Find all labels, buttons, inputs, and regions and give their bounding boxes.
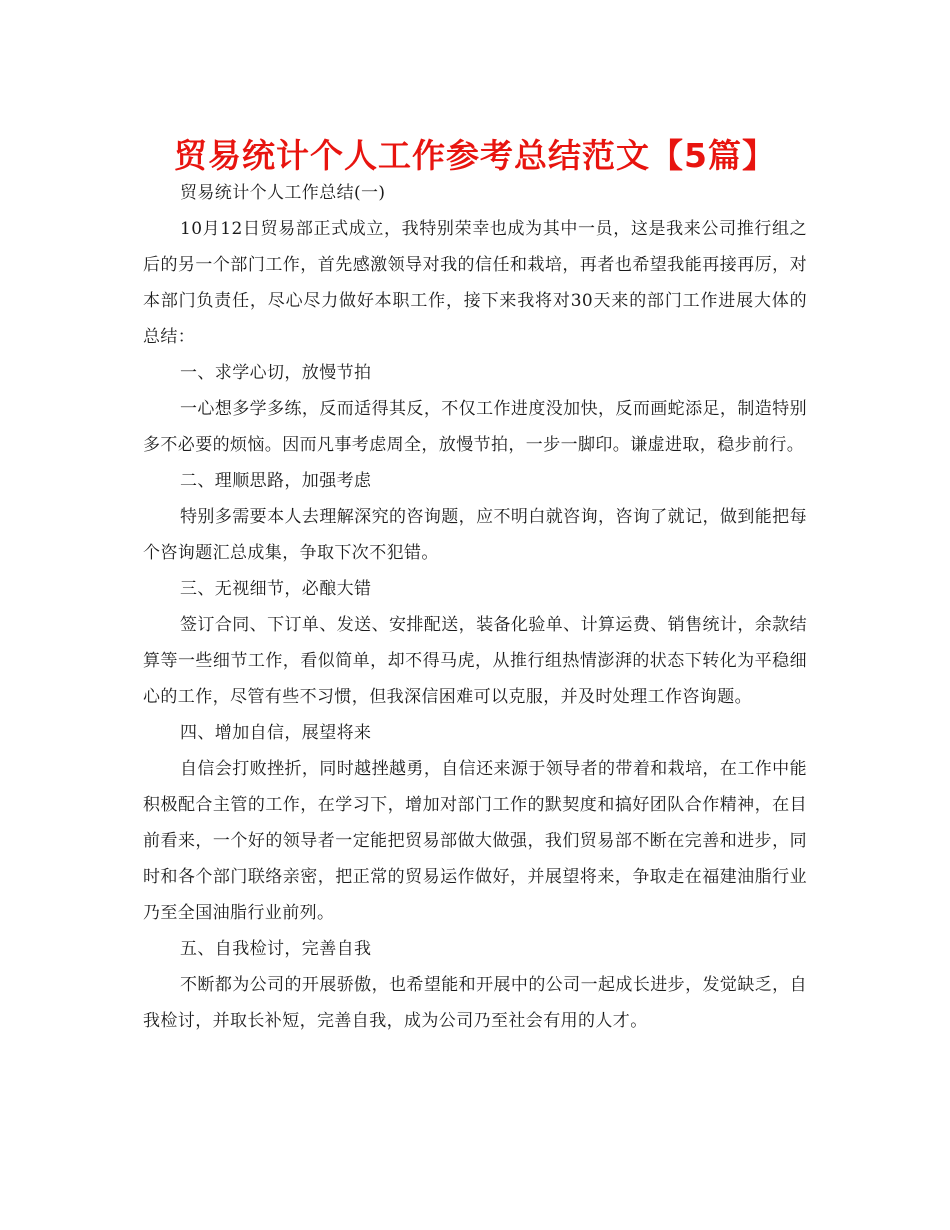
document-title: 贸易统计个人工作参考总结范文【5篇】 — [174, 136, 776, 175]
document-body — [143, 175, 807, 1039]
paragraph-3: 签订合同、下订单、发送、安排配送，装备化验单、计算运费、销售统计，余款结算等一些细节工作，看似简单，却不得马虎，从推行组热情澎湃的状态下转化为平稳细心的工作，尽管有些不习惯，但我深信困难可以克服，并及时处理工作咨询题。 — [143, 615, 807, 707]
section-heading-5: 五、自我检讨，完善自我 — [180, 939, 372, 959]
paragraph-1: 一心想多学多练，反而适得其反，不仅工作进度没加快，反而画蛇添足，制造特别多不必要的烦恼。因而凡事考虑周全，放慢节拍，一步一脚印。谦虚进取，稳步前行。 — [143, 399, 807, 455]
paragraph-intro: 10月12日贸易部正式成立，我特别荣幸也成为其中一员，这是我来公司推行组之后的另一个部门工作，首先感激领导对我的信任和栽培，再者也希望我能再接再厉，对本部门负责任，尽心尽力做好本职工作，接下来我将对30天来的部门工作进展大体的总结： — [143, 219, 807, 347]
section-heading-2: 二、理顺思路，加强考虑 — [180, 471, 372, 491]
section-heading-1: 一、求学心切，放慢节拍 — [180, 363, 372, 383]
paragraph-2: 特别多需要本人去理解深究的咨询题，应不明白就咨询，咨询了就记，做到能把每个咨询题汇总成集，争取下次不犯错。 — [143, 507, 807, 563]
section-subtitle: 贸易统计个人工作总结(一) — [180, 183, 386, 203]
paragraph-4: 自信会打败挫折，同时越挫越勇，自信还来源于领导者的带着和栽培，在工作中能积极配合主管的工作，在学习下，增加对部门工作的默契度和搞好团队合作精神，在目前看来，一个好的领导者一定能把贸易部做大做强，我们贸易部不断在完善和进步，同时和各个部门联络亲密，把正常的贸易运作做好，并展望将来，争取走在福建油脂行业乃至全国油脂行业前列。 — [143, 759, 807, 923]
section-heading-3: 三、无视细节，必酿大错 — [180, 579, 372, 599]
paragraph-5: 不断都为公司的开展骄傲，也希望能和开展中的公司一起成长进步，发觉缺乏，自我检讨，并取长补短，完善自我，成为公司乃至社会有用的人才。 — [143, 975, 807, 1031]
section-heading-4: 四、增加自信，展望将来 — [180, 723, 372, 743]
